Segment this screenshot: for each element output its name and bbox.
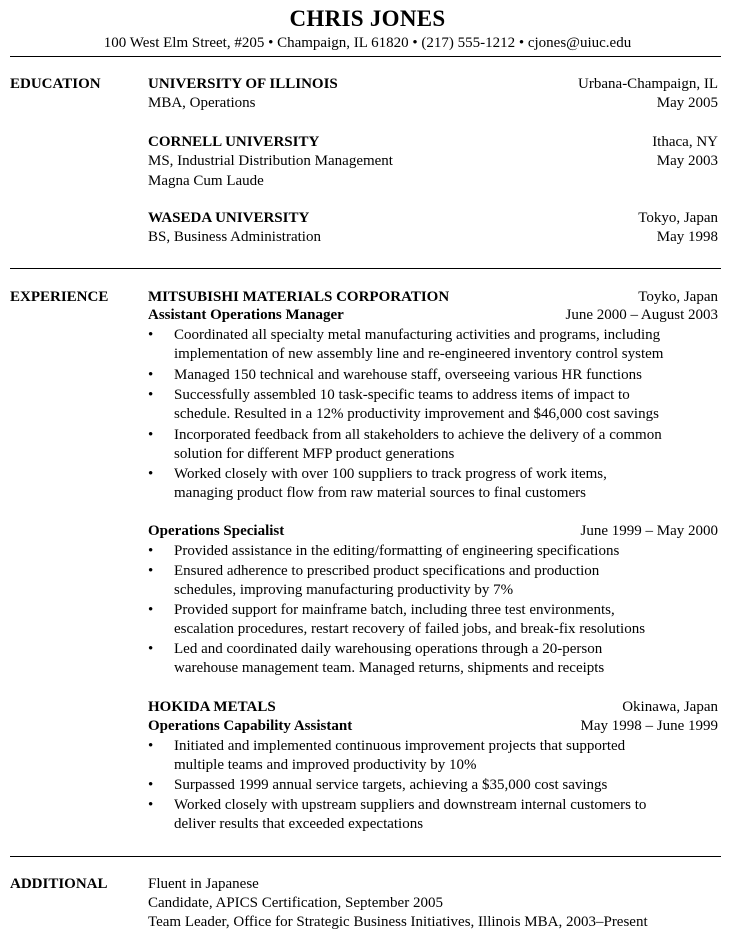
experience-divider <box>10 856 721 857</box>
contact-line: 100 West Elm Street, #205 • Champaign, IL 61820 • (217) 555-1212 • cjones@uiuc.edu <box>103 35 632 51</box>
bullet-dot: • <box>148 543 154 559</box>
bullet-dot: • <box>148 797 154 813</box>
school-location: Ithaca, NY <box>652 134 718 150</box>
bullet-text: managing product flow from raw material sources to final customers <box>174 485 586 501</box>
bullet-dot: • <box>148 738 154 754</box>
school-date: May 1998 <box>656 229 718 245</box>
education-divider <box>10 268 721 269</box>
bullet-text: Provided support for mainframe batch, including three test environments, <box>174 602 615 618</box>
bullet-text: Provided assistance in the editing/formatting of engineering specifications <box>174 543 620 559</box>
job-dates: June 2000 – August 2003 <box>565 307 718 323</box>
bullet-text: solution for different MFP product generations <box>174 446 455 462</box>
additional-label: ADDITIONAL <box>10 876 108 892</box>
bullet-text: schedules, improving manufacturing productivity by 7% <box>174 582 514 598</box>
job-dates: June 1999 – May 2000 <box>580 523 718 539</box>
bullet-text: Worked closely with upstream suppliers and downstream internal customers to <box>174 797 647 813</box>
bullet-text: multiple teams and improved productivity by 10% <box>174 757 477 773</box>
bullet-text: schedule. Resulted in a 12% productivity improvement and $46,000 cost savings <box>174 406 659 422</box>
bullet-text: Successfully assembled 10 task-specific teams to address items of impact to <box>174 387 630 403</box>
company-location: Okinawa, Japan <box>622 699 718 715</box>
header-divider <box>10 56 721 57</box>
company-location: Toyko, Japan <box>638 289 718 305</box>
school-location: Tokyo, Japan <box>638 210 718 226</box>
school-name: UNIVERSITY OF ILLINOIS <box>148 76 338 92</box>
additional-item: Candidate, APICS Certification, September 2005 <box>148 895 443 911</box>
education-label: EDUCATION <box>10 76 101 92</box>
school-degree: MS, Industrial Distribution Management <box>148 153 393 169</box>
bullet-text: Managed 150 technical and warehouse staff, overseeing various HR functions <box>174 367 642 383</box>
bullet-dot: • <box>148 427 154 443</box>
bullet-text: Surpassed 1999 annual service targets, achieving a $35,000 cost savings <box>174 777 608 793</box>
school-degree: BS, Business Administration <box>148 229 321 245</box>
bullet-text: Ensured adherence to prescribed product specifications and production <box>174 563 600 579</box>
company-name: MITSUBISHI MATERIALS CORPORATION <box>148 289 450 305</box>
school-degree: MBA, Operations <box>148 95 256 111</box>
job-title: Operations Specialist <box>148 523 285 539</box>
bullet-text: Incorporated feedback from all stakeholders to achieve the delivery of a common <box>174 427 662 443</box>
bullet-dot: • <box>148 387 154 403</box>
bullet-text: Worked closely with over 100 suppliers to track progress of work items, <box>174 466 607 482</box>
bullet-dot: • <box>148 641 154 657</box>
bullet-dot: • <box>148 602 154 618</box>
company-name: HOKIDA METALS <box>148 699 276 715</box>
bullet-text: deliver results that exceeded expectations <box>174 816 424 832</box>
bullet-dot: • <box>148 466 154 482</box>
school-honor: Magna Cum Laude <box>148 173 264 189</box>
bullet-text: implementation of new assembly line and re-engineered inventory control system <box>174 346 664 362</box>
resume-name: CHRIS JONES <box>289 6 446 31</box>
bullet-text: Initiated and implemented continuous improvement projects that supported <box>174 738 626 754</box>
bullet-dot: • <box>148 327 154 343</box>
bullet-text: escalation procedures, restart recovery of failed jobs, and break-fix resolutions <box>174 621 646 637</box>
bullet-dot: • <box>148 367 154 383</box>
job-title: Operations Capability Assistant <box>148 718 353 734</box>
bullet-text: warehouse management team. Managed returns, shipments and receipts <box>174 660 605 676</box>
school-date: May 2003 <box>656 153 718 169</box>
bullet-text: Led and coordinated daily warehousing operations through a 20-person <box>174 641 603 657</box>
school-location: Urbana-Champaign, IL <box>578 76 718 92</box>
bullet-text: Coordinated all specialty metal manufacturing activities and programs, including <box>174 327 661 343</box>
bullet-dot: • <box>148 563 154 579</box>
additional-item: Team Leader, Office for Strategic Business Initiatives, Illinois MBA, 2003–Present <box>148 914 648 930</box>
bullet-dot: • <box>148 777 154 793</box>
job-title: Assistant Operations Manager <box>148 307 344 323</box>
additional-item: Fluent in Japanese <box>148 876 259 892</box>
school-name: WASEDA UNIVERSITY <box>148 210 310 226</box>
school-name: CORNELL UNIVERSITY <box>148 134 320 150</box>
school-date: May 2005 <box>656 95 718 111</box>
experience-label: EXPERIENCE <box>10 289 109 305</box>
job-dates: May 1998 – June 1999 <box>580 718 718 734</box>
